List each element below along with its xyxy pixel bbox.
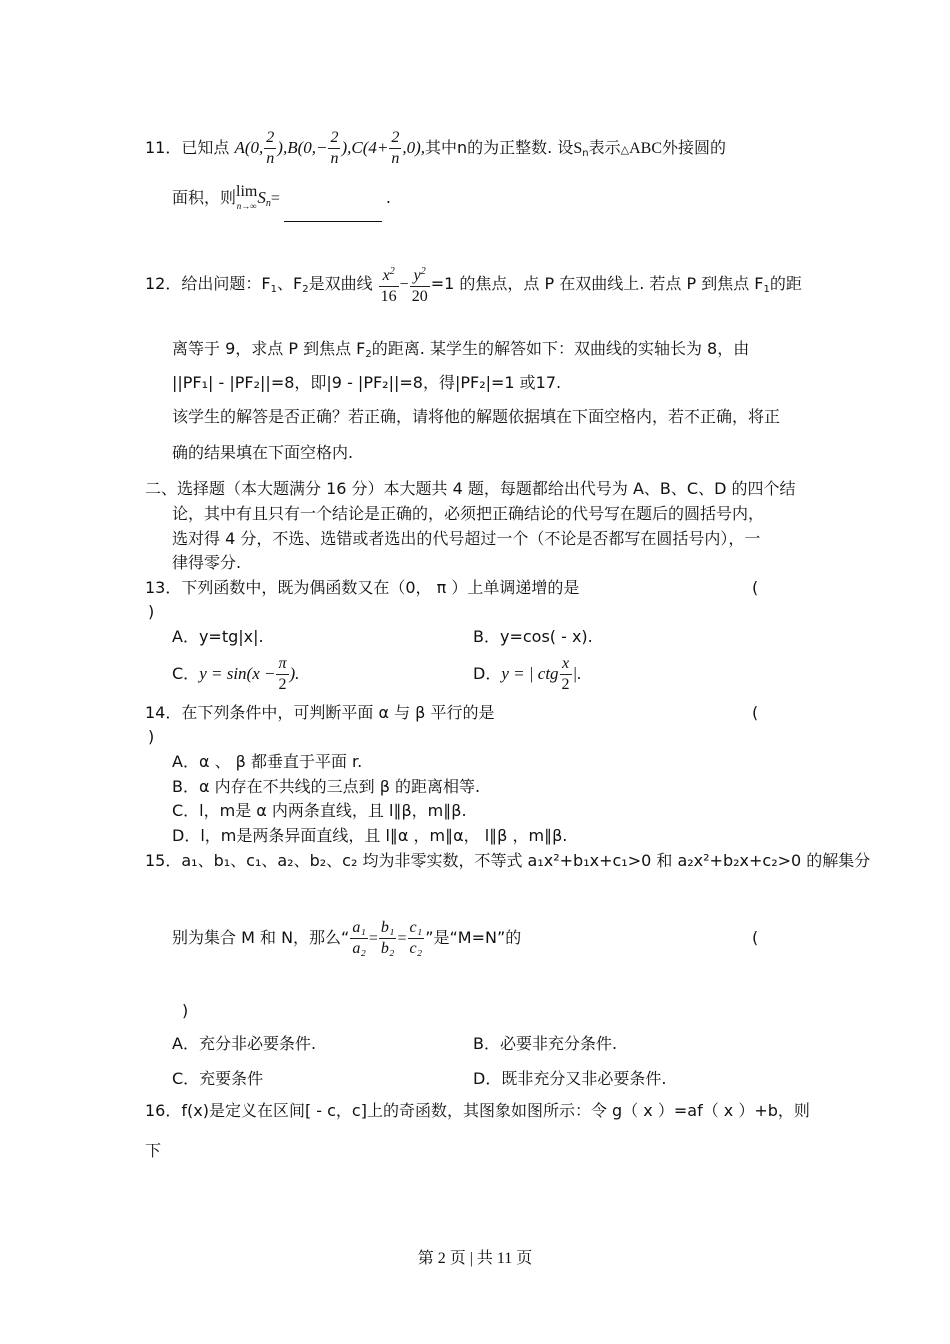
q12-number: 12．: [145, 274, 182, 293]
q15-answer-paren-open[interactable]: (: [752, 928, 759, 947]
q11-sn-sub: n: [582, 148, 589, 159]
q15-answer-paren-close: ): [182, 1001, 189, 1020]
q13-d-frac: $\frac{x}{2}$: [561, 655, 570, 693]
q15-eq-1: =: [368, 930, 378, 947]
q11-answer-blank[interactable]: [284, 207, 382, 222]
q14-option-c: C．l，m是 α 内两条直线，且 l∥β，m∥β.: [172, 801, 467, 820]
q12-text-c: =1 的焦点，点 P 在双曲线上. 若点 P 到焦点 F: [430, 274, 764, 293]
q11-lim-sn: S: [257, 188, 266, 207]
section2-line2: 论，其中有且只有一个结论是正确的，必须把正确结论的代号写在题后的圆括号内，: [172, 504, 765, 523]
q13-option-c: [172, 654, 299, 695]
q12-sub1-b: 1: [763, 284, 770, 295]
q12-text-d: 的距: [769, 274, 802, 293]
q11-lim-sn-sub: n: [265, 198, 271, 209]
q11-text2: 表示: [588, 138, 621, 157]
q11-point-c: ),C(4+: [341, 138, 389, 157]
q13-d-end: |.: [572, 664, 582, 683]
q11-point-a: A(0,: [234, 138, 264, 157]
q15-frac-c: $\frac{\text{c₁}}{\text{c₂}}$: [409, 919, 423, 957]
q14-stem: 14．在下列条件中，可判断平面 α 与 β 平行的是: [145, 703, 495, 722]
q11-frac-3: $\frac{2}{n}$: [391, 129, 400, 167]
q11-point-b: ),B(0,−: [277, 138, 328, 157]
q13-c-math: y = sin(x −: [199, 664, 276, 683]
q11-line1: [145, 128, 726, 173]
section2-line1: 二、选择题（本大题满分 16 分）本大题共 4 题，每题都给出代号为 A、B、C、D 的四个结: [145, 479, 796, 498]
q14-option-d: D．l，m是两条异面直线，且 l∥α ，m∥α， l∥β ，m∥β.: [172, 826, 568, 845]
q14-answer-paren-close: ): [148, 727, 155, 746]
q11-text3: 外接圆的: [662, 138, 727, 157]
page-footer: 第 2 页 | 共 11 页: [417, 1250, 533, 1267]
q11-frac-2: $\frac{2}{n}$: [330, 129, 339, 167]
q16-line1: 16．f(x)是定义在区间[ - c，c]上的奇函数，其图象如图所示：令 g（ x ）=af（ x ）+b，则: [145, 1101, 810, 1120]
q12-minus: −: [399, 276, 409, 293]
q12-sep: 、F: [276, 274, 303, 293]
q15-frac-b: $\frac{\text{b₁}}{\text{b₂}}$: [380, 919, 395, 957]
q12-sub1: 1: [270, 284, 277, 295]
q13-option-b: B．y=cos( - x).: [473, 627, 593, 646]
q12-line2-b: 的距离. 某学生的解答如下：双曲线的实轴长为 8，由: [371, 339, 750, 358]
q13-option-a: A．y=tg|x|.: [172, 627, 264, 646]
q12-line2: [172, 338, 749, 366]
q11-line2: [172, 180, 391, 222]
q13-d-math: y = | ctg: [501, 664, 559, 683]
q12-line4: 该学生的解答是否正确？若正确，请将他的解题依据填在下面空格内，若不正确，将正: [172, 407, 781, 426]
q12-frac-x: $\frac{x^2}{16}$: [379, 262, 399, 307]
q15-option-a: A．充分非必要条件.: [172, 1034, 317, 1053]
q11-point-c-end: ,0),: [402, 138, 426, 157]
section2-line4: 律得零分.: [172, 553, 242, 572]
q13-d-label: D．: [473, 664, 502, 683]
triangle-icon: △: [620, 143, 630, 156]
q11-text1: 其中n的为正整数. 设: [425, 138, 574, 157]
q11-eq: =: [270, 190, 280, 207]
q13-option-d: [473, 654, 581, 695]
q15-line2-prefix: 别为集合 M 和 N，那么“: [172, 928, 350, 947]
q12-sub2: 2: [302, 284, 309, 295]
section2-line3: 选对得 4 分，不选、选错或者选出的代号超过一个（不论是否都写在圆括号内），一: [172, 529, 761, 548]
q12-line5: 确的结果填在下面空格内.: [172, 443, 354, 462]
q11-sn: S: [573, 140, 583, 157]
q13-c-end: ).: [289, 664, 300, 683]
q12-frac-y: $\frac{y^2}{20}$: [410, 262, 430, 307]
q12-line2-sub: 2: [365, 349, 372, 360]
q12-text-a: 给出问题：F: [181, 274, 271, 293]
q12-line1: [145, 262, 802, 312]
q13-c-frac: $\frac{\pi}{2}$: [278, 655, 287, 693]
q16-line2: 下: [145, 1141, 162, 1160]
q13-stem: 13．下列函数中，既为偶函数又在（0， π ）上单调递增的是: [145, 578, 580, 597]
q11-prefix: 已知点: [181, 138, 230, 157]
q11-end: .: [385, 188, 391, 207]
q11-triangle: ABC: [629, 140, 662, 157]
q15-option-c: C．充要条件: [172, 1069, 264, 1088]
q15-frac-a: $\frac{\text{a₁}}{\text{a₂}}$: [352, 919, 366, 957]
q14-option-a: A．α 、 β 都垂直于平面 r.: [172, 752, 363, 771]
q11-number: 11．: [145, 138, 182, 157]
q15-stem: 15．a₁、b₁、c₁、a₂、b₂、c₂ 均为非零实数，不等式 a₁x²+b₁x+c₁>0 和 a₂x²+b₂x+c₂>0 的解集分: [145, 851, 871, 870]
q11-line2-prefix: 面积，则: [172, 188, 237, 207]
q14-option-b: B．α 内存在不共线的三点到 β 的距离相等.: [172, 777, 481, 796]
q15-eq-2: =: [397, 930, 407, 947]
q12-line3: ||PF₁| - |PF₂||=8，即|9 - |PF₂||=8，得|PF₂|=1 或17.: [172, 373, 562, 392]
q12-line2-a: 离等于 9，求点 P 到焦点 F: [172, 339, 366, 358]
q13-c-label: C．: [172, 664, 200, 683]
q15-option-b: B．必要非充分条件.: [473, 1034, 618, 1053]
q15-line2-suffix: ”是“M=N”的: [425, 928, 522, 947]
q13-answer-paren-close: ): [148, 602, 155, 621]
q11-lim: lim n→∞: [236, 182, 258, 211]
q12-text-b: 是双曲线: [308, 274, 373, 293]
q15-line2: [172, 916, 521, 961]
q13-answer-paren-open[interactable]: (: [752, 578, 759, 597]
q14-answer-paren-open[interactable]: (: [752, 703, 759, 722]
q11-frac-1: $\frac{2}{n}$: [266, 129, 275, 167]
q15-option-d: D．既非充分又非必要条件.: [473, 1069, 667, 1088]
